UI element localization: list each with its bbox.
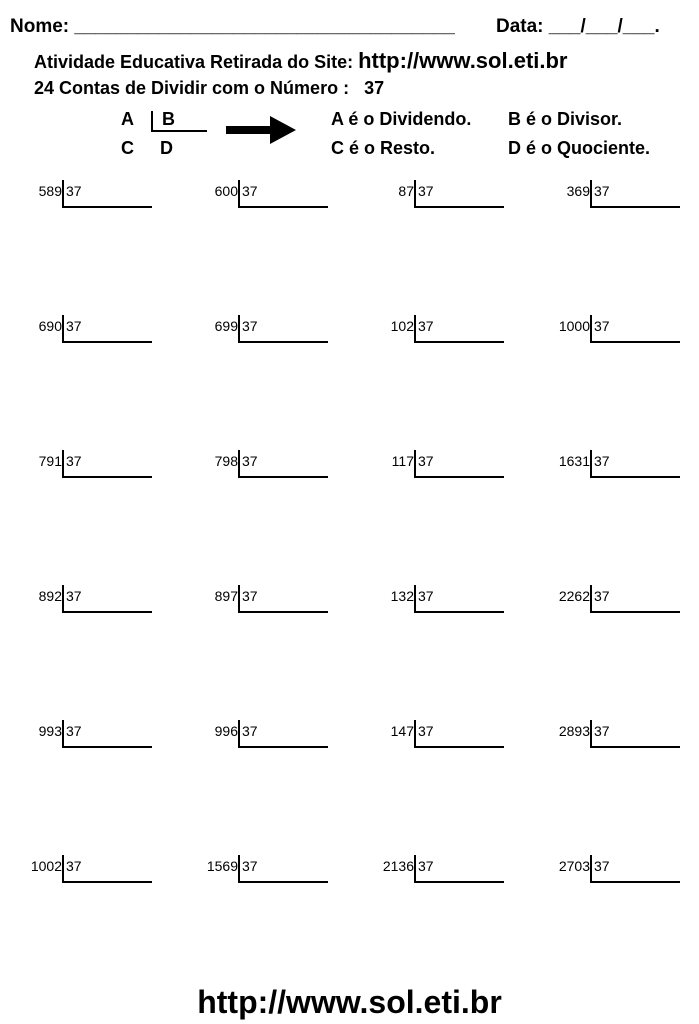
right-arrow-icon — [224, 116, 298, 144]
legend-letter-a: A — [121, 109, 134, 129]
division-vertical-line — [414, 855, 416, 883]
dividend-value: 993 — [38, 723, 62, 739]
dividend-value: 996 — [214, 723, 238, 739]
dividend-value: 897 — [214, 588, 238, 604]
division-vertical-line — [238, 315, 240, 343]
division-horizontal-line — [62, 746, 152, 748]
division-problem — [552, 855, 682, 887]
division-vertical-line — [62, 720, 64, 748]
divisor-value: 37 — [242, 183, 258, 199]
division-horizontal-line — [414, 341, 504, 343]
division-horizontal-line — [238, 746, 328, 748]
division-vertical-line — [62, 180, 64, 208]
division-problem — [200, 720, 330, 752]
divisor-value: 37 — [594, 318, 610, 334]
footer-url: http://www.sol.eti.br — [197, 984, 502, 1020]
legend-desc-a: A é o Dividendo. — [331, 109, 472, 129]
division-problem — [24, 585, 154, 617]
worksheet-title — [34, 78, 384, 99]
division-problem — [552, 585, 682, 617]
legend-letter-d: D — [160, 138, 173, 158]
divisor-value: 37 — [418, 723, 434, 739]
divisor-value: 37 — [242, 453, 258, 469]
division-horizontal-line — [414, 476, 504, 478]
division-vertical-line — [414, 720, 416, 748]
divisor-value: 37 — [66, 318, 82, 334]
division-vertical-line — [238, 585, 240, 613]
site-url: http://www.sol.eti.br — [358, 48, 568, 73]
division-horizontal-line — [62, 611, 152, 613]
division-horizontal-line — [590, 476, 680, 478]
divisor-value: 37 — [594, 183, 610, 199]
divisor-value: 37 — [66, 858, 82, 874]
division-horizontal-line — [590, 611, 680, 613]
divisor-value: 37 — [66, 183, 82, 199]
division-horizontal-line — [414, 206, 504, 208]
division-problem — [376, 855, 506, 887]
dividend-value: 132 — [390, 588, 414, 604]
date-field-label: Data: ___/___/___. — [496, 16, 660, 37]
division-vertical-line — [414, 585, 416, 613]
division-vertical-line — [238, 180, 240, 208]
dividend-value: 1002 — [30, 858, 62, 874]
dividend-value: 87 — [398, 183, 414, 199]
divisor-value: 37 — [418, 318, 434, 334]
division-horizontal-line — [62, 476, 152, 478]
dividend-value: 102 — [390, 318, 414, 334]
name-field-label: Nome: ____________________________________ — [10, 16, 455, 37]
division-horizontal-line — [62, 881, 152, 883]
title-text: 24 Contas de Dividir com o Número : — [34, 78, 350, 98]
divisor-value: 37 — [242, 858, 258, 874]
division-problem — [24, 315, 154, 347]
divisor-value: 37 — [594, 453, 610, 469]
dividend-value: 600 — [214, 183, 238, 199]
legend-letter-b: B — [162, 109, 175, 129]
division-problem — [552, 450, 682, 482]
division-horizontal-line — [590, 881, 680, 883]
divisor-value: 37 — [242, 723, 258, 739]
dividend-value: 2136 — [382, 858, 414, 874]
dividend-value: 690 — [38, 318, 62, 334]
divisor-value: 37 — [242, 318, 258, 334]
division-vertical-line — [590, 855, 592, 883]
division-horizontal-line — [414, 746, 504, 748]
division-problem — [200, 450, 330, 482]
division-problem — [24, 180, 154, 212]
legend-desc-b: B é o Divisor. — [508, 109, 623, 129]
dividend-value: 369 — [566, 183, 590, 199]
dividend-value: 892 — [38, 588, 62, 604]
legend-letter-c: C — [121, 138, 134, 158]
division-problem — [200, 585, 330, 617]
dividend-value: 1000 — [558, 318, 590, 334]
division-horizontal-line — [414, 611, 504, 613]
divisor-value: 37 — [66, 588, 82, 604]
division-problem — [24, 855, 154, 887]
dividend-value: 699 — [214, 318, 238, 334]
division-vertical-line — [590, 450, 592, 478]
division-vertical-line — [590, 180, 592, 208]
division-vertical-line — [414, 180, 416, 208]
site-prefix: Atividade Educativa Retirada do Site: — [34, 52, 359, 72]
dividend-value: 2893 — [558, 723, 590, 739]
division-vertical-line — [590, 720, 592, 748]
division-vertical-line — [238, 855, 240, 883]
division-vertical-line — [414, 450, 416, 478]
divisor-value: 37 — [418, 588, 434, 604]
dividend-value: 2262 — [558, 588, 590, 604]
division-vertical-line — [62, 855, 64, 883]
division-problem — [200, 855, 330, 887]
division-vertical-line — [238, 720, 240, 748]
division-problem — [24, 720, 154, 752]
division-vertical-line — [590, 315, 592, 343]
dividend-value: 798 — [214, 453, 238, 469]
divisor-value: 37 — [594, 858, 610, 874]
division-vertical-line — [238, 450, 240, 478]
legend-division-horizontal-line — [151, 130, 207, 132]
legend-desc-d: D é o Quociente. — [508, 138, 651, 158]
title-number: 37 — [364, 78, 385, 98]
site-attribution — [34, 48, 568, 74]
division-problem — [376, 180, 506, 212]
legend-desc-c: C é o Resto. — [331, 138, 436, 158]
division-problem — [376, 450, 506, 482]
dividend-value: 117 — [391, 453, 414, 469]
dividend-value: 791 — [38, 453, 62, 469]
division-problem — [376, 720, 506, 752]
division-horizontal-line — [590, 341, 680, 343]
dividend-value: 147 — [390, 723, 414, 739]
divisor-value: 37 — [66, 723, 82, 739]
division-problem — [200, 180, 330, 212]
division-problem — [200, 315, 330, 347]
divisor-value: 37 — [594, 588, 610, 604]
division-horizontal-line — [238, 881, 328, 883]
division-horizontal-line — [414, 881, 504, 883]
division-vertical-line — [414, 315, 416, 343]
dividend-value: 1569 — [206, 858, 238, 874]
division-horizontal-line — [62, 206, 152, 208]
division-horizontal-line — [238, 611, 328, 613]
divisor-value: 37 — [418, 453, 434, 469]
dividend-value: 1631 — [558, 453, 590, 469]
division-problem — [552, 180, 682, 212]
division-vertical-line — [590, 585, 592, 613]
division-problem — [552, 315, 682, 347]
divisor-value: 37 — [242, 588, 258, 604]
division-horizontal-line — [62, 341, 152, 343]
division-horizontal-line — [590, 206, 680, 208]
dividend-value: 2703 — [558, 858, 590, 874]
divisor-value: 37 — [66, 453, 82, 469]
division-vertical-line — [62, 315, 64, 343]
divisor-value: 37 — [594, 723, 610, 739]
divisor-value: 37 — [418, 183, 434, 199]
legend-division-vertical-line — [151, 111, 153, 131]
division-problem — [376, 315, 506, 347]
divisor-value: 37 — [418, 858, 434, 874]
division-horizontal-line — [238, 476, 328, 478]
division-horizontal-line — [590, 746, 680, 748]
division-vertical-line — [62, 585, 64, 613]
division-vertical-line — [62, 450, 64, 478]
division-horizontal-line — [238, 206, 328, 208]
division-problem — [552, 720, 682, 752]
division-horizontal-line — [238, 341, 328, 343]
division-problem — [376, 585, 506, 617]
division-problem — [24, 450, 154, 482]
dividend-value: 589 — [38, 183, 62, 199]
